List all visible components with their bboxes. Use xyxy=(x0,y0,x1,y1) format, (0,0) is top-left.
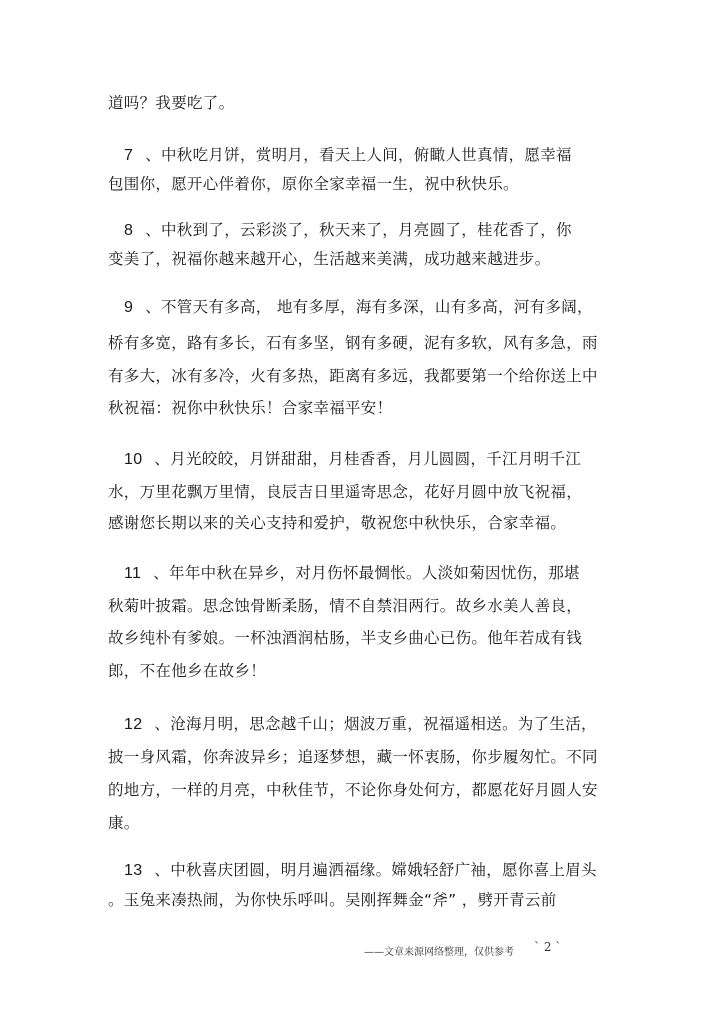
text-line: 故乡纯朴有爹娘。一杯浊酒润枯肠，半支乡曲心已伤。他年若成有钱 xyxy=(108,629,583,647)
text-line: 的地方，一样的月亮，中秋佳节，不论你身处何方，都愿花好月圆人安 xyxy=(108,781,598,799)
text-line: 道吗？我要吃了。 xyxy=(108,94,235,112)
text-line: 水，万里花飘万里情，良辰吉日里遥寄思念，花好月圆中放飞祝福， xyxy=(108,483,583,501)
text-line: 9 、不管天有多高， 地有多厚，海有多深，山有多高，河有多阔， xyxy=(124,298,593,316)
text-line: 有多大，冰有多冷，火有多热，距离有多远，我都要第一个给你送上中 xyxy=(108,367,598,385)
item-number: 11 xyxy=(124,565,142,582)
text-line: 秋祝福：祝你中秋快乐！合家幸福平安！ xyxy=(108,399,393,417)
text-line: 康。 xyxy=(108,814,140,832)
text-line: 7 、中秋吃月饼，赏明月，看天上人间，俯瞰人世真情，愿幸福 xyxy=(124,146,572,164)
item-number: 10 xyxy=(124,451,143,468)
text-line: 郎，不在他乡在故乡！ xyxy=(108,662,267,680)
text-line: 11 、年年中秋在异乡，对月伤怀最惆怅。人淡如菊因忧伤，那堪 xyxy=(124,564,580,582)
text-line: 感谢您长期以来的关心支持和爱护，敬祝您中秋快乐，合家幸福。 xyxy=(108,514,567,532)
item-number: 8 xyxy=(124,222,134,239)
page-number: ` 2 ` xyxy=(534,940,562,954)
text-line: 桥有多宽，路有多长，石有多坚，钢有多硬，泥有多软，风有多急，雨 xyxy=(108,334,598,352)
text-line: 变美了，祝福你越来越开心，生活越来美满，成功越来越进步。 xyxy=(108,250,551,268)
text-line: 10 、月光皎皎，月饼甜甜，月桂香香，月儿圆圆，千江月明千江 xyxy=(124,450,582,468)
text-line: 秋菊叶披霜。思念蚀骨断柔肠，情不自禁泪两行。故乡水美人善良， xyxy=(108,597,583,615)
item-number: 13 xyxy=(124,862,143,879)
text-line: 12 、沧海月明，思念越千山；烟波万重，祝福遥相送。为了生活， xyxy=(124,715,597,733)
footer-note: ——文章来源网络整理，仅供参考 xyxy=(364,947,514,958)
text-line: 8 、中秋到了，云彩淡了，秋天来了，月亮圆了，桂花香了，你 xyxy=(124,221,572,239)
text-line: 。玉兔来凑热闹，为你快乐呼叫。吴刚挥舞金“斧” ，劈开青云前 xyxy=(108,891,557,909)
item-number: 12 xyxy=(124,716,143,733)
text-line: 披一身风霜，你奔波异乡；追逐梦想，藏一怀衷肠，你步履匆忙。不同 xyxy=(108,748,598,766)
text-line: 13 、中秋喜庆团圆，明月遍洒福缘。嫦娥轻舒广袖，愿你喜上眉头 xyxy=(124,861,597,879)
item-number: 9 xyxy=(124,299,134,316)
item-number: 7 xyxy=(124,147,134,164)
text-line: 包围你，愿开心伴着你，原你全家幸福一生，祝中秋快乐。 xyxy=(108,175,519,193)
